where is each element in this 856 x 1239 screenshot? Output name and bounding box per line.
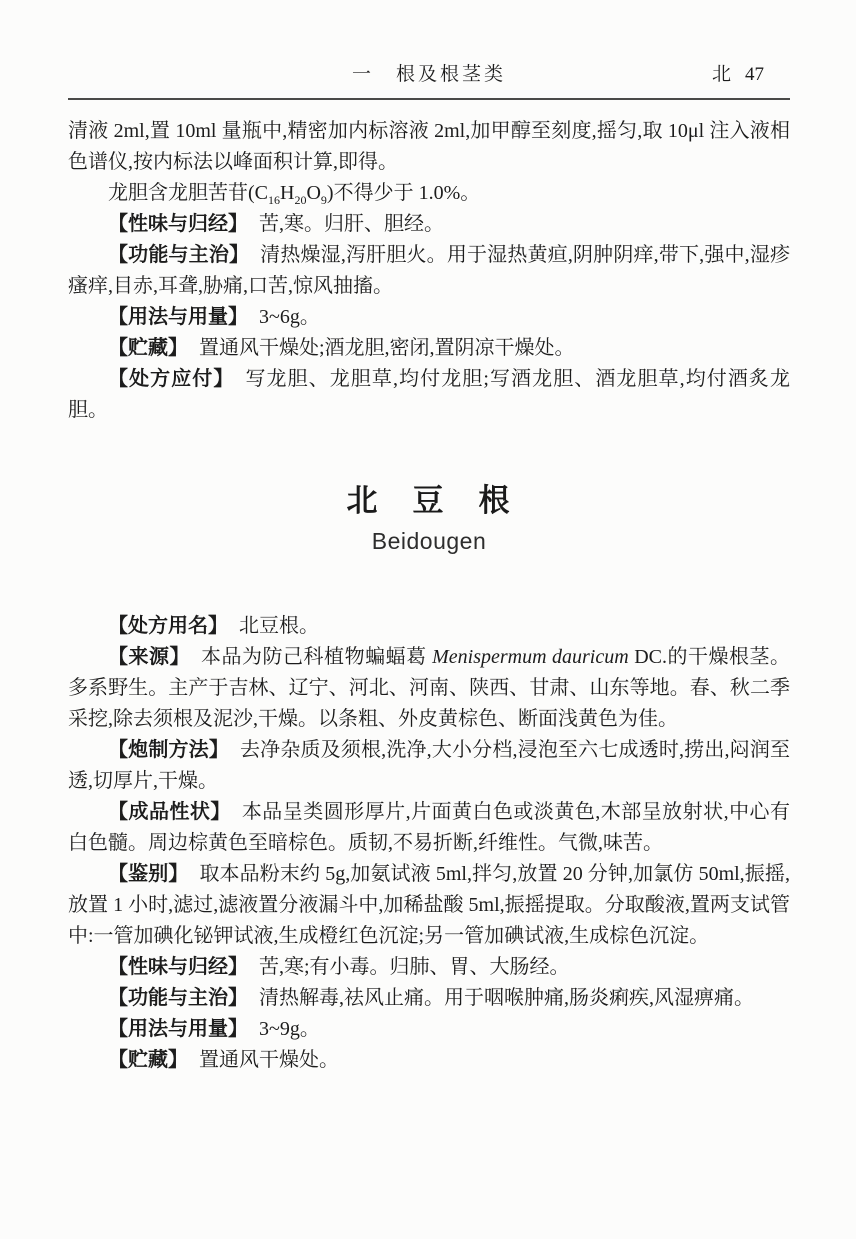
entry-text: 3~6g。 [259,306,320,328]
monograph-title-chinese: 北 豆 根 [346,483,512,518]
entry-text: 3~9g。 [259,1018,320,1040]
entry-xingwei-guijing [68,952,790,983]
assay-text-suffix: )不得少于 1.0%。 [326,182,481,204]
page-number: 47 [745,64,764,85]
entry-label: 【处方用名】 [108,615,228,637]
longdan-continuation-section [68,116,790,426]
entry-paozhi-fangfa [68,735,790,797]
entry-label: 【贮藏】 [108,337,188,359]
volume-label: 北 [711,64,731,85]
entry-text: 清热燥湿,泻肝胆火。用于湿热黄疸,阴肿阴痒,带下,强中,湿疹瘙痒,目赤,耳聋,胁痛,口苦,惊风抽搐。 [68,244,791,297]
page-header [68,62,790,90]
latin-binomial: Menispermum dauricum [432,646,629,668]
assay-formula-element: O [306,182,321,204]
entry-text: 置通风干燥处。 [199,1049,339,1071]
formula-subscript: 16 [268,193,280,207]
entry-label: 【功能与主治】 [108,244,250,266]
entry-text: 苦,寒;有小毒。归肺、胃、大肠经。 [259,956,570,978]
entry-label: 【处方应付】 [108,368,235,390]
entry-chufang-yongming [68,611,790,642]
entry-zhucang [68,1045,790,1076]
entry-chengpin-xingzhuang [68,797,790,859]
entry-zhucang [68,333,790,364]
monograph-title-pinyin: Beidougen [371,528,487,554]
entry-text: 去净杂质及须根,洗净,大小分档,浸泡至六七成透时,捞出,闷润至透,切厚片,干燥。 [68,739,790,792]
entry-jianbie [68,859,790,952]
entry-text: 取本品粉末约 5g,加氨试液 5ml,拌匀,放置 20 分钟,加氯仿 50ml,振摇,放置 1 小时,滤过,滤液置分液漏斗中,加稀盐酸 5ml,振摇提取。分取酸液,置两支试管中:一管加碘化铋钾试液,生成橙红色沉淀;另一管加碘试液,生成棕色沉淀。 [68,863,790,947]
entry-chufang-yingfu [68,364,790,426]
entry-label: 【成品性状】 [108,801,231,823]
page-number-area [712,62,764,88]
header-rule [68,98,790,100]
entry-gongneng-zhuzhi [68,240,790,302]
entry-label: 【性味与归经】 [108,956,248,978]
beidougen-section [68,611,790,1076]
entry-yongfa-yongliang [68,1014,790,1045]
entry-label: 【功能与主治】 [108,987,248,1009]
entry-text: 本品呈类圆形厚片,片面黄白色或淡黄色,木部呈放射状,中心有白色髓。周边棕黄色至暗棕色。质韧,不易折断,纤维性。气微,味苦。 [68,801,791,854]
entry-laiyuan [68,642,790,735]
assay-limit-paragraph [68,178,790,209]
entry-xingwei-guijing [68,209,790,240]
entry-label: 【炮制方法】 [108,739,229,761]
entry-label: 【鉴别】 [108,863,189,885]
assay-continuation-paragraph: 清液 2ml,置 10ml 量瓶中,精密加内标溶液 2ml,加甲醇至刻度,摇匀,取 10μl 注入液相色谱仪,按内标法以峰面积计算,即得。 [68,120,790,173]
entry-label: 【用法与用量】 [108,306,248,328]
entry-text: 本品为防己科植物蝙蝠葛 [201,646,433,668]
entry-text: 置通风干燥处;酒龙胆,密闭,置阴凉干燥处。 [199,337,575,359]
entry-label: 【贮藏】 [108,1049,188,1071]
entry-label: 【性味与归经】 [108,213,248,235]
entry-gongneng-zhuzhi [68,983,790,1014]
entry-text: DC.的干燥根茎。多系野生。主产于吉林、辽宁、河北、河南、陕西、甘肃、山东等地。春、秋二季采挖,除去须根及泥沙,干燥。以条粗、外皮黄棕色、断面浅黄色为佳。 [68,646,791,730]
assay-formula-element: H [280,182,295,204]
assay-text-prefix: 龙胆含龙胆苦苷(C [108,182,268,204]
entry-text: 苦,寒。归肝、胆经。 [259,213,444,235]
entry-text: 北豆根。 [239,615,319,637]
entry-yongfa-yongliang [68,302,790,333]
formula-subscript: 9 [320,193,327,207]
entry-text: 写龙胆、龙胆草,均付龙胆;写酒龙胆、酒龙胆草,均付酒炙龙胆。 [68,368,791,421]
entry-label: 【用法与用量】 [108,1018,248,1040]
running-head-section-title: 一 根及根茎类 [351,64,506,85]
formula-subscript: 20 [294,193,307,207]
entry-text: 清热解毒,祛风止痛。用于咽喉肿痛,肠炎痢疾,风湿痹痛。 [259,987,754,1009]
entry-label: 【来源】 [108,646,191,668]
